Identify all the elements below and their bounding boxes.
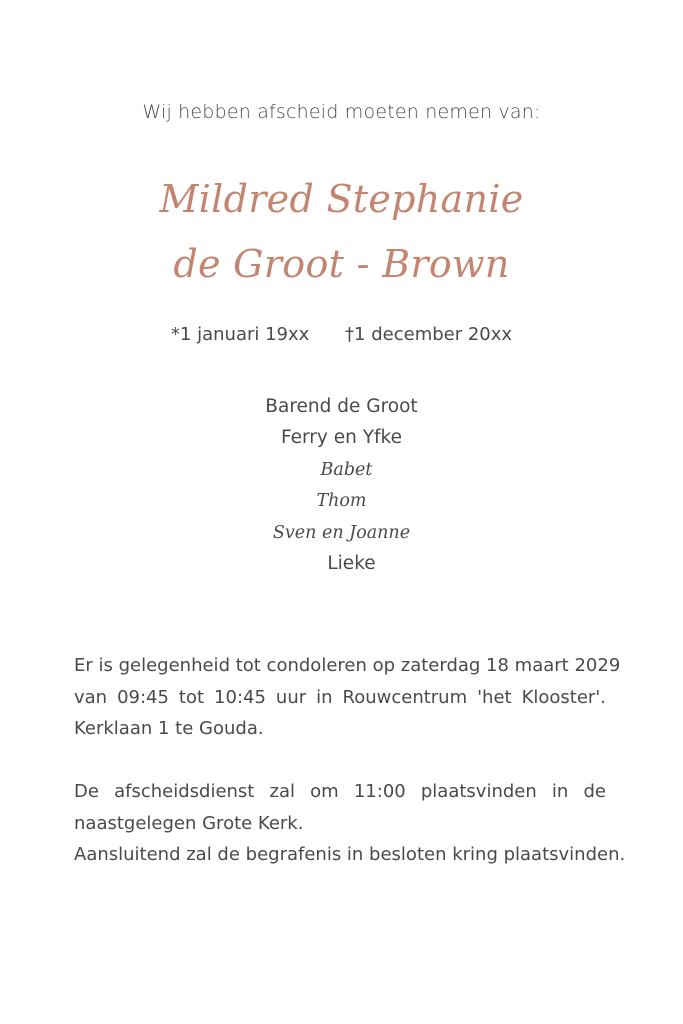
deceased-name-line1: Mildred Stephanie [159, 177, 524, 221]
death-date: †1 december 20xx [345, 324, 513, 345]
service-line: De afscheidsdienst zal om 11:00 plaatsvinden in de [74, 781, 606, 802]
condolence-line: van 09:45 tot 10:45 uur in Rouwcentrum 'het Klooster'. [74, 686, 606, 708]
service-line: Aansluitend zal de begrafenis in besloten kring plaatsvinden. [74, 844, 626, 865]
service-line: naastgelegen Grote Kerk. [74, 812, 304, 834]
intro-text: Wij hebben afscheid moeten nemen van: [142, 101, 541, 123]
condolence-paragraph [74, 650, 621, 745]
family-member: Lieke [327, 553, 376, 574]
service-paragraph [74, 776, 626, 871]
family-member: Babet [320, 460, 373, 480]
family-member: Thom [316, 491, 367, 511]
birth-date: *1 januari 19xx [170, 324, 310, 345]
life-dates [0, 324, 683, 345]
condolence-line: Er is gelegenheid tot condoleren op zaterdag 18 maart 2029 [74, 655, 621, 676]
family-member: Sven en Joanne [272, 523, 411, 543]
family-member: Barend de Groot [265, 396, 418, 417]
deceased-name-line2: de Groot - Brown [173, 242, 510, 286]
condolence-line: Kerklaan 1 te Gouda. [74, 718, 264, 739]
family-member: Ferry en Yfke [281, 427, 402, 448]
